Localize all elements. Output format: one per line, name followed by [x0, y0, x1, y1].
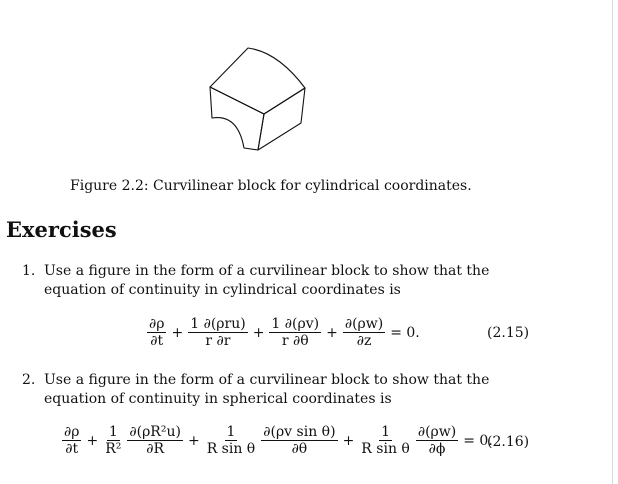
exercise-text: Use a figure in the form of a curvilinear block to show that the equation of continuity in cylindrical coordinates is [44, 263, 490, 298]
eq-fraction: $\frac{1}{\text{R sin θ}}$ [361, 424, 410, 457]
eq-fraction: $\frac{\text{∂(ρR²u)}}{\partial R}$ [129, 424, 181, 457]
eq-fraction: $\frac{1}{\text{R²}}$ [105, 424, 122, 457]
eq-operator: + [342, 432, 355, 449]
eq-rhs: = 0. [463, 432, 493, 449]
eq-fraction: $\frac{\text{1 ∂(ρru)}}{r \partial r}$ [190, 316, 246, 349]
eq-fraction: $\frac{\partial\rho}{\partial t}$ [64, 424, 80, 457]
figure-caption: Figure 2.2: Curvilinear block for cylindrical coordinates. [70, 178, 472, 194]
eq-operator: + [187, 432, 200, 449]
page-edge-rule [612, 0, 613, 484]
equation-2-16 [60, 424, 496, 457]
eq-fraction: $\frac{\partial(\rho w)}{\partial z}$ [344, 316, 384, 349]
block-top-face [210, 48, 305, 114]
exercise-item-1 [22, 262, 542, 300]
eq-operator: + [252, 324, 265, 341]
eq-fraction: $\frac{1 \partial(\rho v)}{r \partial\theta}$ [271, 316, 320, 349]
eq-operator: + [326, 324, 338, 341]
eq-operator: + [86, 432, 99, 449]
eq-fraction: $\frac{1}{\text{R sin θ}}$ [206, 424, 256, 457]
eq-operator: + [171, 324, 184, 341]
eq-rhs: = 0. [390, 324, 420, 341]
exercise-item-2 [22, 371, 542, 409]
exercise-number: 2. [22, 372, 36, 388]
exercise-number: 1. [22, 263, 36, 279]
equation-number: (2.15) [487, 325, 530, 341]
eq-fraction: $\frac{\partial\rho}{\partial t}$ [149, 316, 165, 349]
equation-2-15 [145, 316, 423, 349]
block-right-face [258, 88, 305, 150]
equation-number: (2.16) [487, 434, 530, 450]
section-heading: Exercises [6, 217, 117, 242]
curvilinear-block-figure [200, 30, 330, 165]
eq-fraction: $\frac{\text{∂(ρv sin θ)}}{\partial\theta}$ [263, 424, 336, 457]
block-left-face [210, 87, 264, 150]
eq-fraction: $\frac{\partial(\rho w)}{\partial\phi}$ [417, 424, 457, 457]
exercise-text: Use a figure in the form of a curvilinear block to show that the equation of continuity in spherical coordinates is [44, 372, 490, 407]
